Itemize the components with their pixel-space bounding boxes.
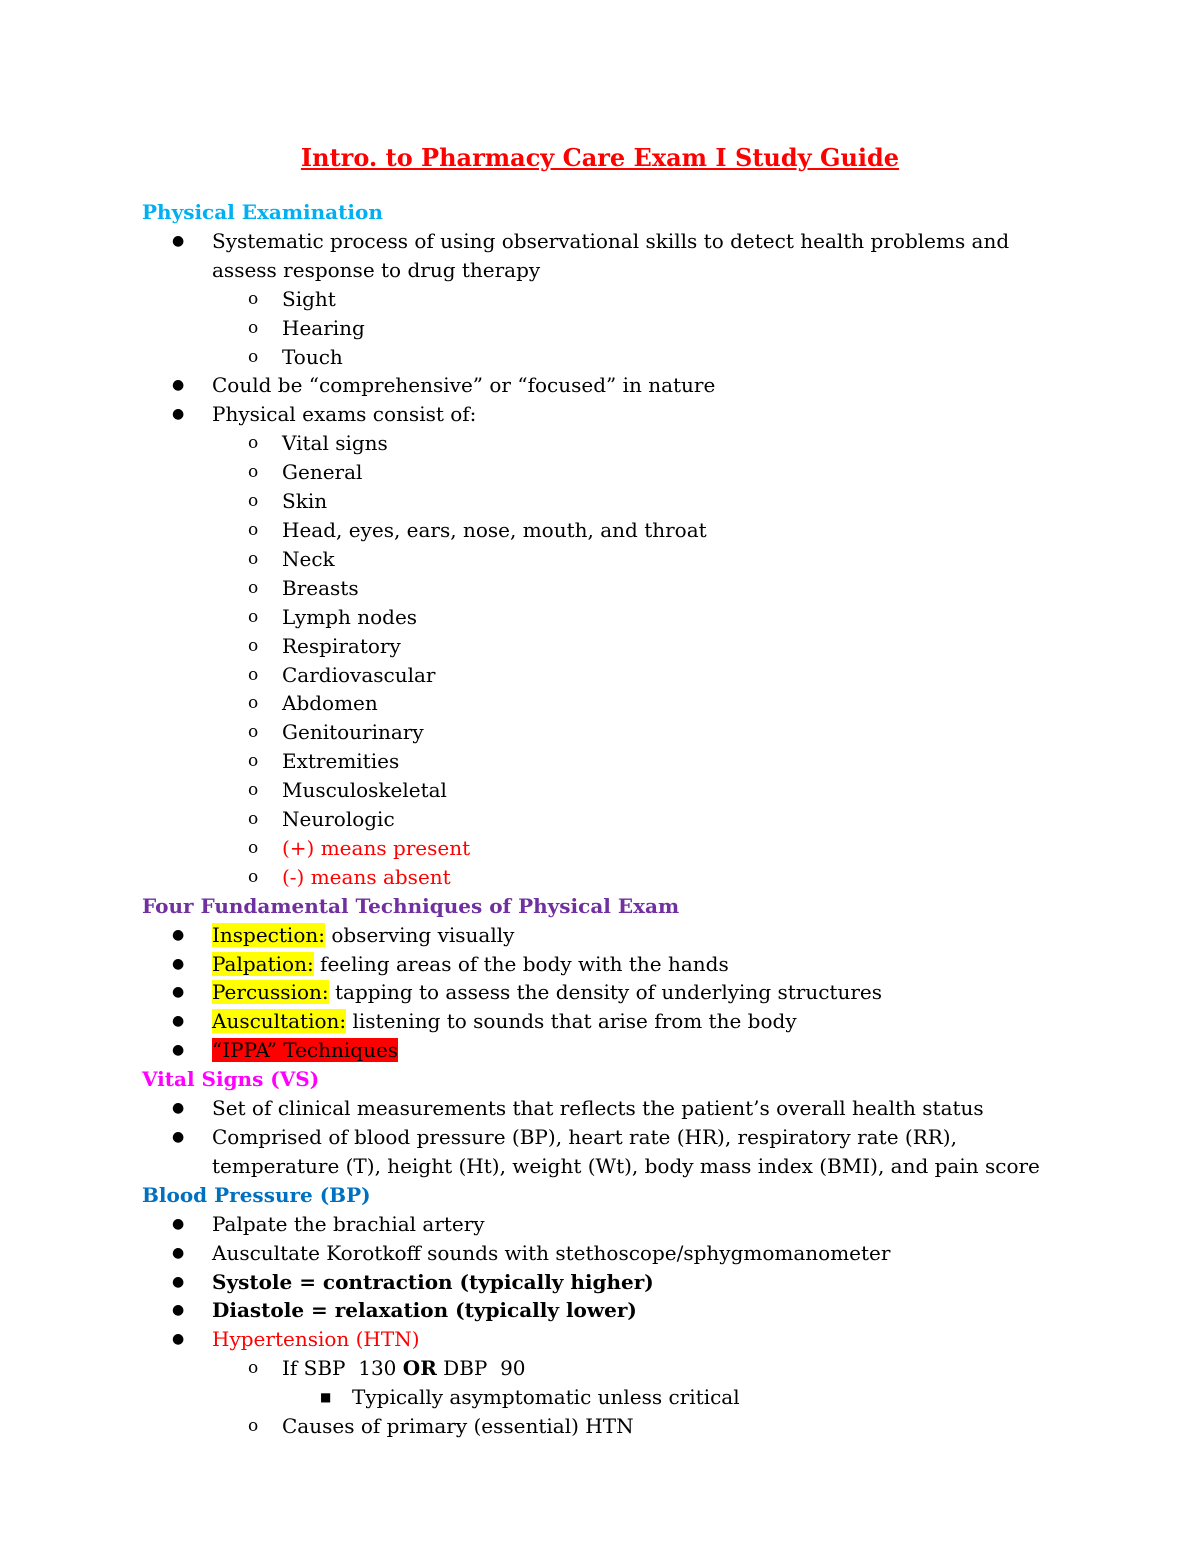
list-item (142, 950, 1042, 979)
list-item (212, 1354, 1042, 1412)
circle-marker: o (248, 837, 259, 858)
circle-marker: o (248, 433, 259, 454)
circle-marker: o (248, 664, 259, 685)
bullet-marker: ● (172, 1042, 185, 1059)
hypertension-sublist (212, 1354, 1042, 1441)
circle-marker: o (248, 780, 259, 801)
list-item-text: Hearing (282, 315, 365, 340)
technique-term: Auscultation: (212, 1009, 347, 1034)
list-item (142, 400, 1042, 891)
section-heading-vital-signs: Vital Signs (VS) (142, 1067, 320, 1092)
circle-marker: o (248, 866, 259, 887)
circle-marker: o (248, 722, 259, 743)
bullet-marker: ● (172, 1013, 185, 1030)
list-item-text: Auscultate Korotkoff sounds with stethoscope/sphygmomanometer (212, 1240, 891, 1265)
list-item (212, 776, 1042, 805)
list-item (142, 921, 1042, 950)
circle-marker: o (248, 1416, 259, 1437)
circle-marker: o (248, 1358, 259, 1379)
bullet-marker: ● (172, 1129, 185, 1145)
list-item-text: (-) means absent (282, 864, 451, 889)
list-item-text: Neck (282, 546, 335, 571)
list-item (212, 834, 1042, 863)
technique-term: Palpation: (212, 951, 314, 976)
list-item-text: Set of clinical measurements that reflects the patient’s overall health status (212, 1096, 984, 1121)
senses-list (212, 285, 1042, 372)
list-item (142, 371, 1042, 400)
list-item-text: Vital signs (282, 431, 388, 456)
list-item-text: Systematic process of using observational skills to detect health problems and assess response to drug therapy (212, 228, 1010, 282)
circle-marker: o (248, 693, 259, 714)
htn-criteria-sublist (282, 1383, 1042, 1412)
list-item (142, 1296, 1042, 1325)
section-heading-blood-pressure: Blood Pressure (BP) (142, 1182, 371, 1207)
circle-marker: o (248, 346, 259, 367)
bullet-marker: ● (172, 406, 185, 423)
list-item-text: General (282, 460, 363, 485)
list-item (282, 1383, 1042, 1412)
list-item (212, 661, 1042, 690)
list-item-text: Respiratory (282, 633, 401, 658)
list-item-text: Systole = contraction (typically higher) (212, 1269, 654, 1294)
bullet-marker: ● (172, 1244, 185, 1261)
list-item-text: Head, eyes, ears, nose, mouth, and throat (282, 517, 707, 542)
technique-description: listening to sounds that arise from the body (346, 1009, 797, 1034)
list-item-text: Extremities (282, 749, 400, 774)
list-item (212, 689, 1042, 718)
list-item-text: Hypertension (HTN) (212, 1327, 420, 1352)
technique-term: Percussion: (212, 980, 329, 1005)
bullet-marker: ● (172, 984, 185, 1001)
list-item (142, 1007, 1042, 1036)
list-item-text: Skin (282, 489, 328, 514)
list-item (212, 285, 1042, 314)
bullet-marker: ● (172, 1100, 185, 1117)
physical-examination-list (142, 227, 1042, 892)
list-item (212, 487, 1042, 516)
list-item (212, 343, 1042, 372)
list-item-text: Cardiovascular (282, 662, 436, 687)
list-item (212, 603, 1042, 632)
bullet-marker: ● (172, 232, 185, 249)
circle-marker: o (248, 317, 259, 338)
list-item-text: Sight (282, 286, 336, 311)
bullet-marker: ● (172, 1273, 185, 1290)
circle-marker: o (248, 635, 259, 656)
circle-marker: o (248, 577, 259, 598)
circle-marker: o (248, 491, 259, 512)
list-item (142, 1268, 1042, 1297)
square-marker: ■ (320, 1390, 332, 1405)
circle-marker: o (248, 809, 259, 830)
list-item-text: Palpate the brachial artery (212, 1211, 485, 1236)
list-item (142, 1239, 1042, 1268)
list-item-text: Breasts (282, 575, 359, 600)
list-item (212, 574, 1042, 603)
list-item-text: Comprised of blood pressure (BP), heart rate (HR), respiratory rate (RR), temperature (T), height (Ht), weight (Wt), body mass index (BMI), and pain score (212, 1125, 1040, 1178)
technique-term: Inspection: (212, 922, 325, 947)
list-item (212, 516, 1042, 545)
list-item (142, 227, 1042, 372)
list-item (212, 314, 1042, 343)
list-item (142, 1094, 1042, 1123)
list-item (212, 1412, 1042, 1441)
list-item-text: Touch (282, 344, 343, 369)
list-item (212, 718, 1042, 747)
technique-description: tapping to assess the density of underlying structures (328, 980, 882, 1005)
circle-marker: o (248, 606, 259, 627)
technique-description: observing visually (324, 922, 515, 947)
list-item (212, 863, 1042, 892)
htn-criteria-or: OR (402, 1356, 437, 1381)
list-item-text: Lymph nodes (282, 604, 418, 629)
circle-marker: o (248, 519, 259, 540)
list-item-text: Physical exams consist of: (212, 402, 477, 427)
bullet-marker: ● (172, 1302, 185, 1319)
list-item (212, 429, 1042, 458)
list-item-text: Could be “comprehensive” or “focused” in nature (212, 373, 716, 398)
list-item (142, 978, 1042, 1007)
list-item-text: Musculoskeletal (282, 778, 447, 803)
list-item-text: Diastole = relaxation (typically lower) (212, 1298, 637, 1323)
vital-signs-list (142, 1094, 1042, 1181)
list-item (142, 1210, 1042, 1239)
list-item (142, 1123, 1042, 1181)
bullet-marker: ● (172, 926, 185, 943)
circle-marker: o (248, 288, 259, 309)
ippa-techniques-label: “IPPA” Techniques (212, 1038, 399, 1063)
list-item (212, 747, 1042, 776)
list-item-text: Genitourinary (282, 720, 424, 745)
list-item (212, 458, 1042, 487)
section-heading-four-techniques: Four Fundamental Techniques of Physical Exam (142, 893, 680, 918)
htn-criteria-pre: If SBP 130 (282, 1356, 403, 1381)
techniques-list (142, 921, 1042, 1066)
list-item-text: Causes of primary (essential) HTN (282, 1414, 634, 1439)
circle-marker: o (248, 462, 259, 483)
exam-components-list (212, 429, 1042, 892)
list-item-text: Abdomen (282, 691, 378, 716)
list-item (212, 632, 1042, 661)
list-item (212, 545, 1042, 574)
list-item (142, 1325, 1042, 1441)
blood-pressure-list (142, 1210, 1042, 1441)
circle-marker: o (248, 751, 259, 772)
section-heading-physical-examination: Physical Examination (142, 200, 383, 224)
technique-description: feeling areas of the body with the hands (313, 951, 729, 976)
bullet-marker: ● (172, 1331, 185, 1348)
bullet-marker: ● (172, 377, 185, 394)
circle-marker: o (248, 548, 259, 569)
list-item-text: Typically asymptomatic unless critical (352, 1385, 740, 1410)
document-body (142, 198, 1042, 1441)
htn-criteria-post: DBP 90 (436, 1356, 526, 1381)
bullet-marker: ● (172, 955, 185, 972)
bullet-marker: ● (172, 1215, 185, 1232)
list-item-text: (+) means present (282, 835, 471, 860)
list-item (212, 805, 1042, 834)
document-title: Intro. to Pharmacy Care Exam I Study Guide (300, 143, 900, 172)
list-item (142, 1036, 1042, 1065)
list-item-text: Neurologic (282, 807, 395, 832)
